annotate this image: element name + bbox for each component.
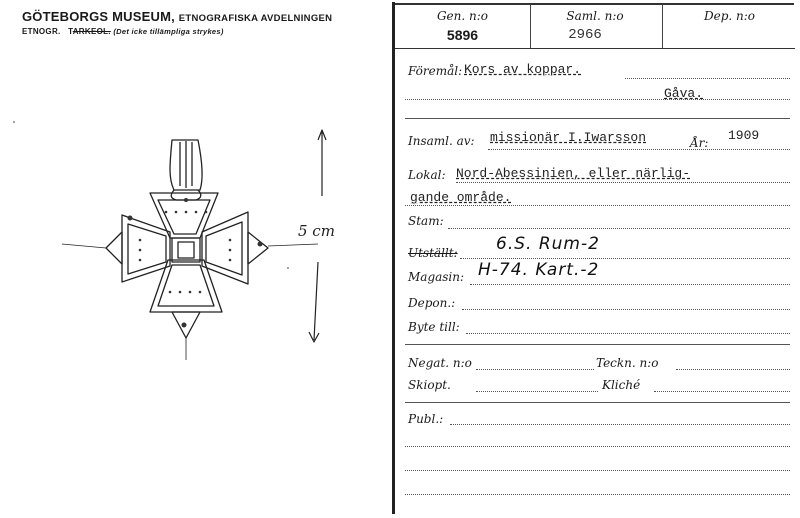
category-etnogr: ETNOGR.	[22, 27, 61, 36]
ar-label: År:	[690, 136, 709, 150]
lokal-label: Lokal:	[408, 168, 446, 182]
dotted-line	[466, 333, 790, 334]
dotted-line	[676, 369, 790, 370]
magasin-label: Magasin:	[408, 270, 465, 284]
cross-finial-left	[106, 232, 122, 264]
cross-drawing	[0, 0, 395, 518]
skiopt-label: Skiopt.	[408, 378, 451, 392]
category-arkeol: ARKEOL.	[72, 27, 111, 36]
dotted-line	[405, 99, 790, 100]
cross-finial-right	[248, 232, 268, 264]
insaml-label: Insaml. av:	[408, 134, 475, 148]
dotted-line	[625, 78, 790, 79]
card-left-border	[392, 2, 395, 514]
cross-arm-bottom	[150, 260, 222, 312]
section-divider	[405, 344, 790, 345]
dotted-line	[476, 391, 598, 392]
teckn-label: Teckn. n:o	[596, 356, 659, 370]
dotted-line	[488, 149, 790, 150]
dotted-line	[654, 391, 790, 392]
byte-label: Byte till:	[408, 320, 460, 334]
museum-name: GÖTEBORGS MUSEUM,	[22, 9, 175, 24]
dotted-line	[476, 369, 594, 370]
kliche-label: Kliché	[602, 378, 641, 392]
dotted-line	[405, 470, 790, 471]
foremal-extra: Gåva.	[664, 86, 704, 101]
foremal-value: Kors av koppar.	[464, 62, 582, 77]
dotted-line	[448, 228, 790, 229]
dotted-line	[405, 205, 790, 206]
section-divider	[405, 402, 790, 403]
dep-label: Dep. n:o	[703, 9, 756, 23]
section-divider	[405, 118, 790, 119]
saml-value: 2966	[568, 27, 602, 43]
dotted-line	[405, 494, 790, 495]
category-prefix: T	[68, 27, 73, 36]
dotted-line	[405, 446, 790, 447]
lokal-line1: Nord-Abessinien, eller närlig-	[456, 166, 691, 181]
dotted-line	[460, 258, 790, 259]
depon-label: Depon.:	[408, 296, 456, 310]
lokal-line2: gande område.	[410, 190, 512, 205]
header-divider	[395, 48, 795, 49]
foremal-label: Föremål:	[408, 64, 463, 78]
gen-value: 5896	[446, 27, 479, 43]
department-name: ETNOGRAFISKA AVDELNINGEN	[178, 13, 333, 24]
dotted-line	[450, 424, 790, 425]
negat-label: Negat. n:o	[408, 356, 472, 370]
stam-label: Stam:	[408, 214, 444, 228]
saml-label: Saml. n:o	[566, 9, 624, 23]
dotted-line	[470, 284, 790, 285]
gen-label: Gen. n:o	[436, 9, 489, 23]
magasin-value: H-74. Kart.-2	[478, 260, 600, 280]
dimension-label: 5 cm	[298, 222, 335, 240]
strike-note: (Det icke tillämpliga strykes)	[113, 27, 224, 36]
ar-value: 1909	[728, 128, 760, 143]
card-top-border	[394, 3, 794, 5]
dotted-line	[462, 309, 790, 310]
dotted-line	[456, 182, 790, 183]
insaml-value: missionär I.Iwarsson	[490, 130, 647, 145]
utstallt-value: 6.S. Rum-2	[496, 234, 600, 254]
publ-label: Publ.:	[408, 412, 444, 426]
utstallt-label: Utställt:	[408, 246, 458, 260]
